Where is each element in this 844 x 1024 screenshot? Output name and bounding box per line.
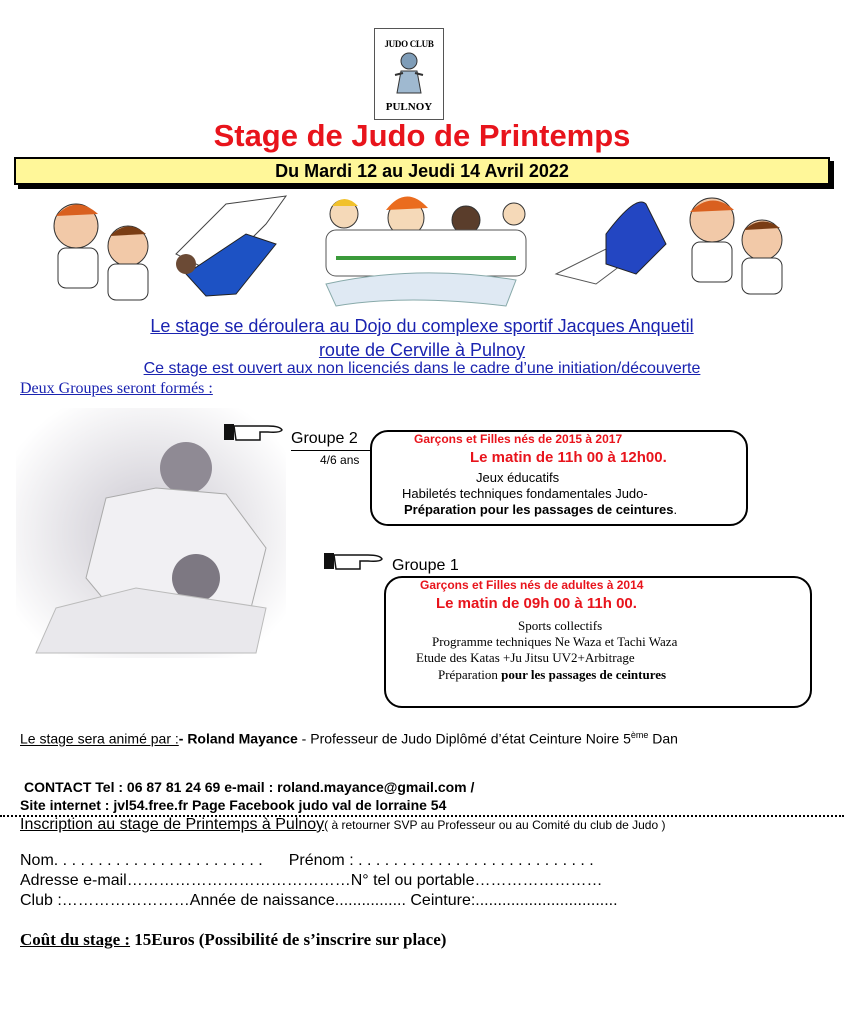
location-line-2: route de Cerville à Pulnoy xyxy=(318,340,526,360)
group-1-activity-1: Sports collectifs xyxy=(518,618,603,633)
group-2-age: 4/6 ans xyxy=(320,453,360,467)
cost-line xyxy=(20,930,446,950)
group-1-activity-4 xyxy=(438,667,666,683)
judo-illustration-banner xyxy=(36,184,806,316)
group-1-schedule: Le matin de 09h 00 à 11h 00. xyxy=(436,595,637,612)
logo-text-bottom: PULNOY xyxy=(385,101,433,113)
animator-intro: Le stage sera animé par : xyxy=(20,730,179,747)
registration-heading xyxy=(20,816,665,834)
group-1-label: Groupe 1 xyxy=(392,557,459,574)
group-2-activity-1: Jeux éducatifs xyxy=(476,470,560,485)
date-banner: Du Mardi 12 au Jeudi 14 Avril 2022 xyxy=(14,157,830,185)
group-2-activity-3-bold: Préparation pour les passages de ceintures xyxy=(404,502,674,517)
club-logo xyxy=(374,28,444,120)
registration-note: ( à retourner SVP au Professeur ou au Comité du club de Judo ) xyxy=(324,818,666,832)
logo-text-top: JUDO CLUB xyxy=(384,39,434,49)
group-2-schedule: Le matin de 11h 00 à 12h00. xyxy=(470,449,667,466)
kids-cartoon-left-icon xyxy=(54,204,148,300)
contact-line: CONTACT Tel : 06 87 81 24 69 e-mail : roland.mayance@gmail.com / xyxy=(24,779,475,795)
group-2-activity-3 xyxy=(404,502,677,517)
animator-sup: ème xyxy=(630,730,649,740)
animator-rank: Dan xyxy=(648,730,678,747)
group-1-info-box xyxy=(384,576,812,708)
location-line-1: Le stage se déroulera au Dojo du complexe sportif Jacques Anquetil xyxy=(150,316,694,336)
cost-label: Coût du stage : xyxy=(20,930,131,949)
animator-title: - Professeur de Judo Diplômé d’état Ceinture Noire 5 xyxy=(297,730,631,747)
kids-cartoon-right-icon xyxy=(690,198,782,294)
animator-name: - Roland Mayance xyxy=(178,730,298,747)
animator-line xyxy=(20,730,678,747)
groups-heading: Deux Groupes seront formés : xyxy=(20,380,213,397)
form-club-year-belt-field[interactable]: Club :……………………Année de naissance................ Ceinture:................................ xyxy=(20,892,618,909)
group-2-info-box xyxy=(370,430,748,526)
pointing-hand-icon-2 xyxy=(324,549,386,573)
group-2-label: Groupe 2 xyxy=(291,430,358,447)
group-1-birth-years: Garçons et Filles nés de adultes à 2014 xyxy=(420,578,644,592)
group-2-birth-years: Garçons et Filles nés de 2015 à 2017 xyxy=(414,432,623,446)
pointing-hand-icon xyxy=(224,420,286,444)
page-title: Stage de Judo de Printemps xyxy=(213,118,631,153)
open-to-text: Ce stage est ouvert aux non licenciés dans le cadre d’une initiation/découverte xyxy=(143,360,701,377)
group-1-activity-4-a: Préparation xyxy=(438,667,502,682)
form-name-field[interactable]: Nom. . . . . . . . . . . . . . . . . . . . . . . . xyxy=(20,852,263,869)
group-1-activity-2: Programme techniques Ne Waza et Tachi Waza xyxy=(432,634,678,649)
judo-training-photo xyxy=(16,408,286,658)
form-firstname-field[interactable]: Prénom : . . . . . . . . . . . . . . . . . . . . . . . . . . . xyxy=(288,852,594,869)
group-2-activity-2: Habiletés techniques fondamentales Judo- xyxy=(402,486,648,501)
group-1-activity-4-b: pour les passages de ceintures xyxy=(501,667,667,682)
cartoon-group-center-icon xyxy=(326,196,526,306)
cost-text: 15Euros (Possibilité de s’inscrire sur place) xyxy=(130,930,447,949)
form-row-name[interactable] xyxy=(20,852,594,870)
website-line: Site internet : jvl54.free.fr Page Facebook judo val de lorraine 54 xyxy=(20,797,447,813)
newaza-photo-icon xyxy=(556,202,666,284)
group-1-activity-3: Etude des Katas +Ju Jitsu UV2+Arbitrage xyxy=(416,650,635,665)
throw-photo-icon xyxy=(176,196,286,296)
judoka-mascot-icon xyxy=(391,51,427,95)
registration-title: Inscription au stage de Printemps à Pulnoy xyxy=(20,816,325,833)
group-2-activity-3-end: . xyxy=(673,502,678,517)
form-email-phone-field[interactable]: Adresse e-mail……………………………………N° tel ou portable…………………… xyxy=(20,872,603,889)
